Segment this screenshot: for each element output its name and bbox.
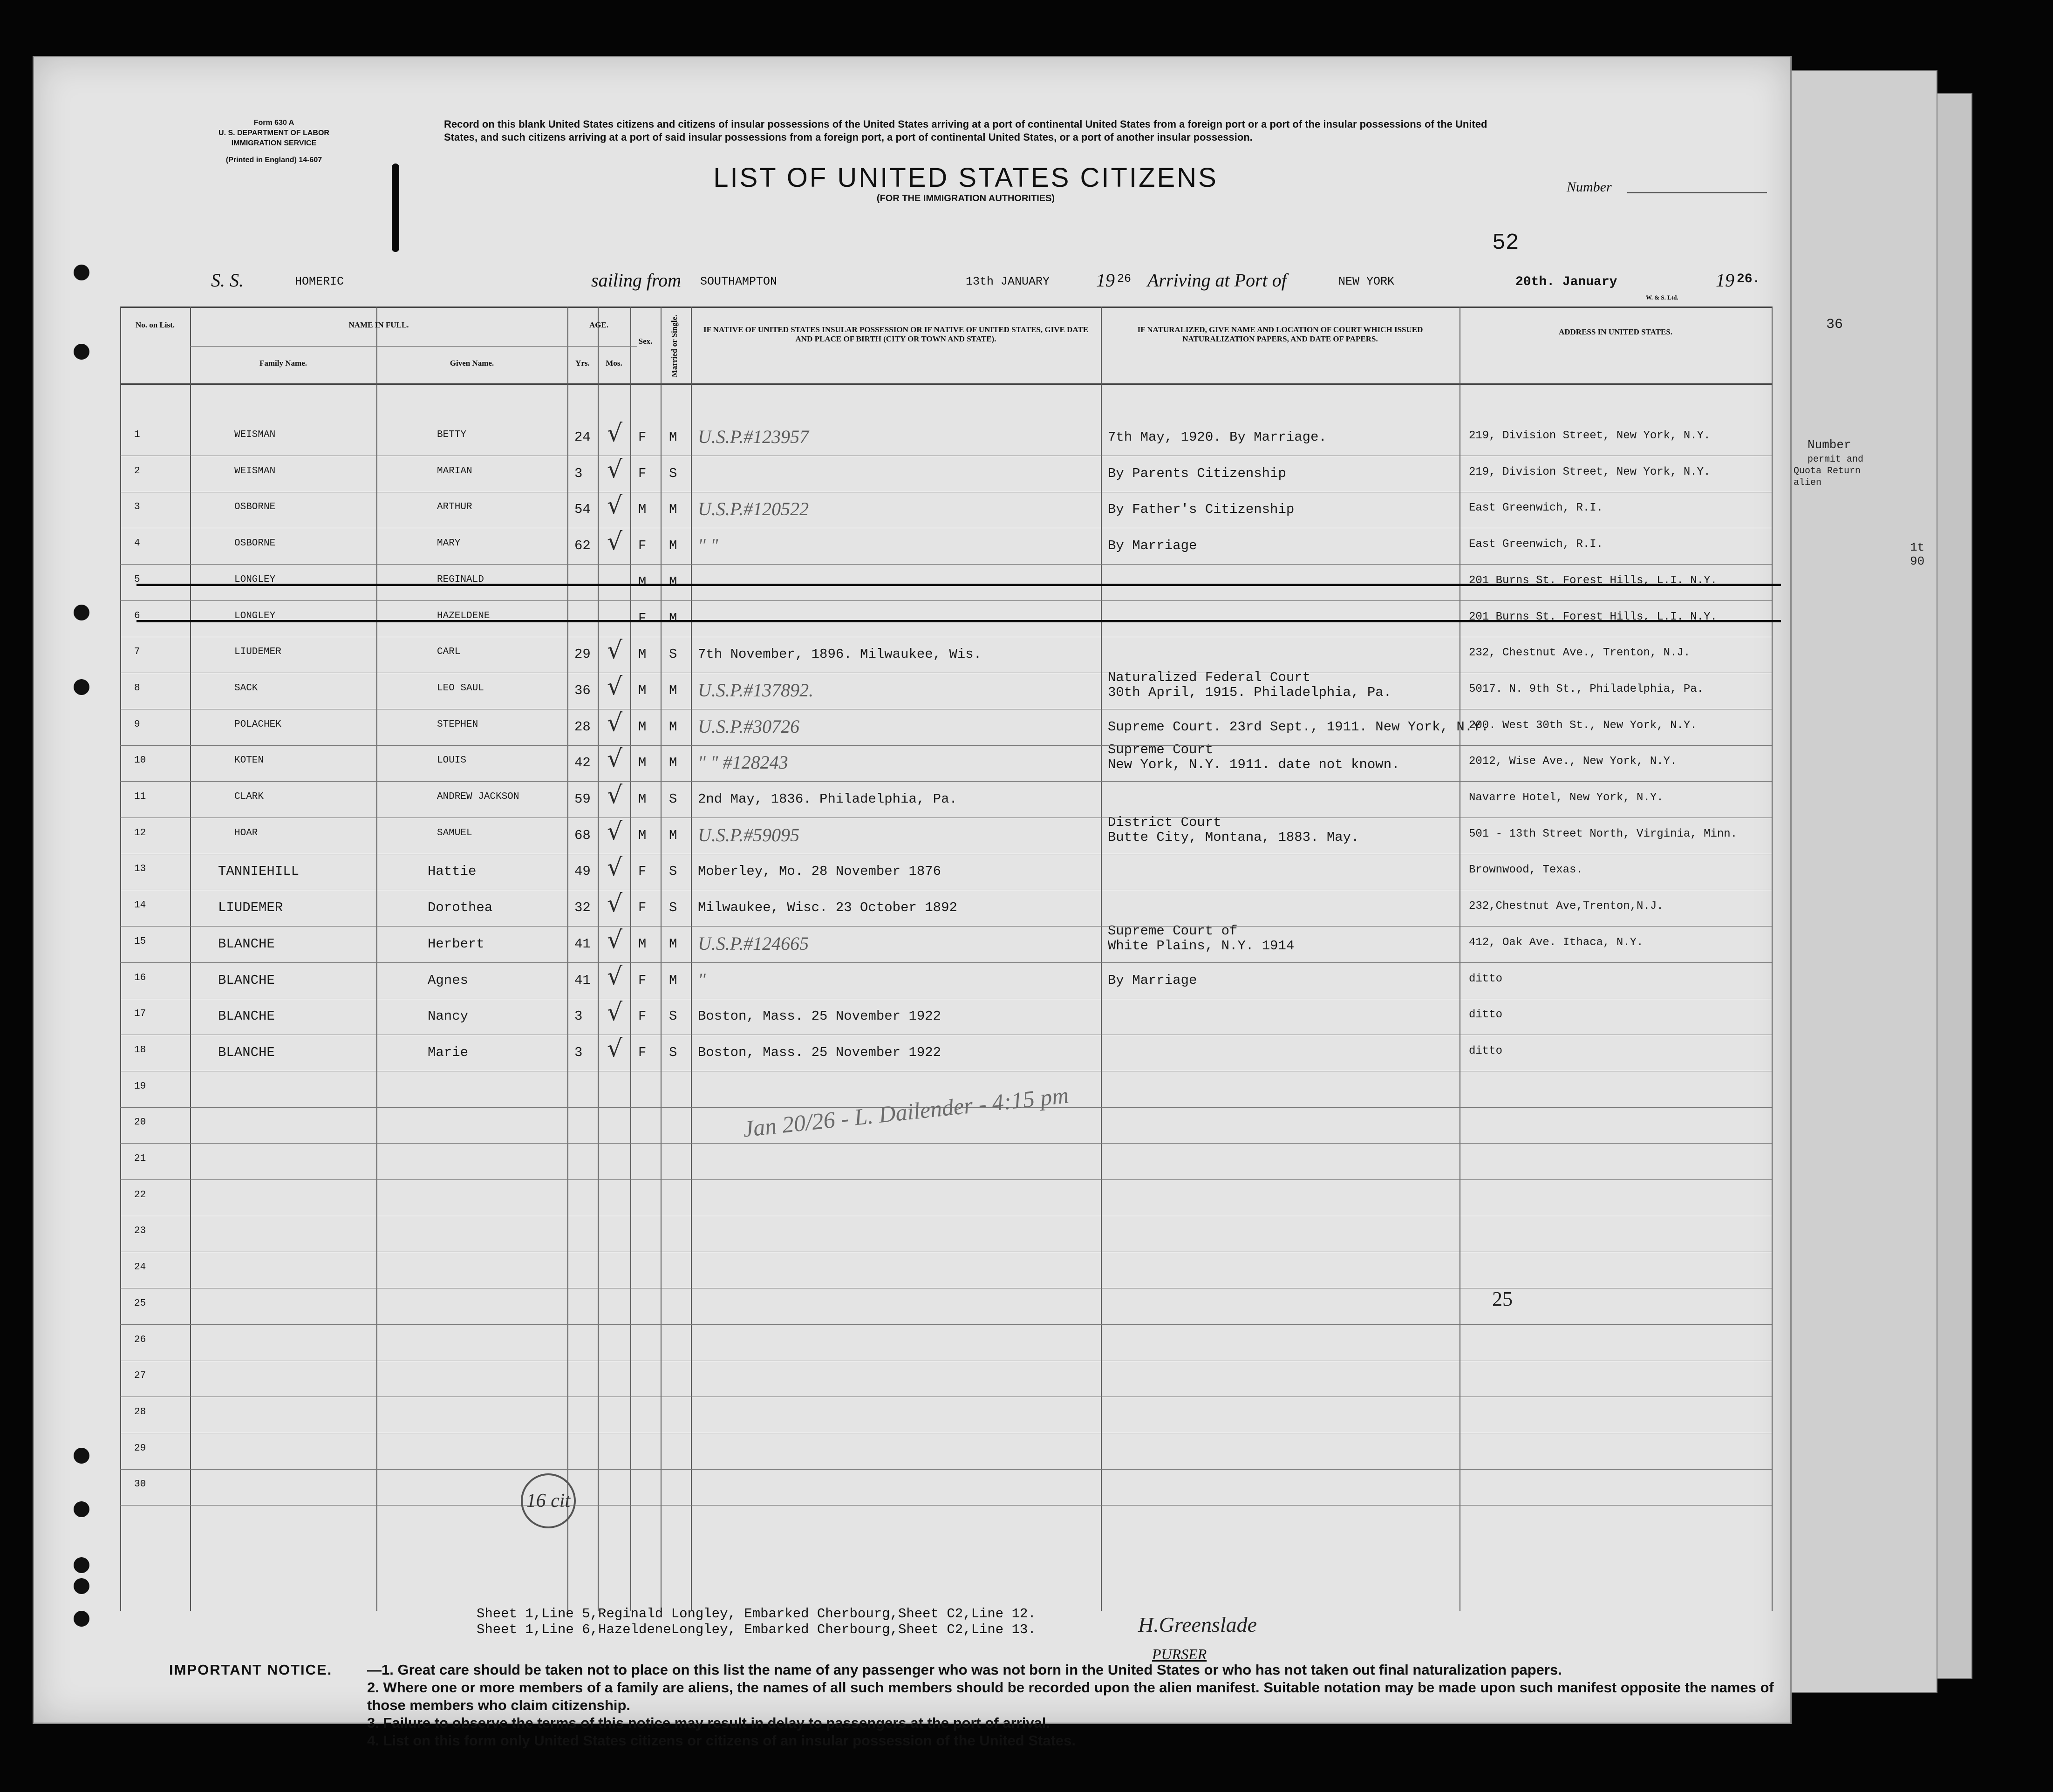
header-family-name: Family Name. xyxy=(259,359,307,368)
service: IMMIGRATION SERVICE xyxy=(231,139,317,147)
row-number: 22 xyxy=(134,1189,146,1200)
check-mark: √ xyxy=(607,817,623,845)
row-number: 12 xyxy=(134,827,146,838)
header-address: ADDRESS IN UNITED STATES. xyxy=(1558,327,1673,336)
row-number: 19 xyxy=(134,1081,146,1092)
birth-info: " xyxy=(698,969,706,990)
row-number: 21 xyxy=(134,1153,146,1164)
family-name: HOAR xyxy=(234,827,258,838)
address: East Greenwich, R.I. xyxy=(1469,502,1603,515)
family-name: LIUDEMER xyxy=(218,900,283,916)
check-mark: √ xyxy=(607,998,623,1027)
notice-item: —1. Great care should be taken not to place on this list the name of any passenger who was not born in the United States or who has not taken out final naturalization papers. xyxy=(367,1662,1562,1678)
row-number: 6 xyxy=(134,610,140,621)
row-rule xyxy=(120,745,1772,746)
arriving-label: Arriving at Port of xyxy=(1147,270,1287,291)
check-mark: √ xyxy=(607,781,623,809)
pen-mark xyxy=(392,164,399,252)
row-number: 11 xyxy=(134,791,146,802)
family-name: POLACHEK xyxy=(234,719,281,730)
row-number: 28 xyxy=(134,1406,146,1417)
marital-status: M xyxy=(669,972,677,988)
check-mark: √ xyxy=(607,528,623,556)
voyage-line xyxy=(211,269,1760,297)
marital-status: S xyxy=(669,465,677,481)
sex: F xyxy=(638,900,647,916)
given-name: Dorothea xyxy=(428,900,493,916)
given-name: HAZELDENE xyxy=(437,610,490,621)
age-years: 54 xyxy=(574,502,591,518)
marital-status: M xyxy=(669,610,677,626)
row-number: 24 xyxy=(134,1262,146,1273)
check-mark: √ xyxy=(607,853,623,882)
address: Navarre Hotel, New York, N.Y. xyxy=(1469,791,1664,804)
arrival-port: NEW YORK xyxy=(1338,275,1395,288)
marital-status: M xyxy=(669,682,677,698)
family-name: TANNIEHILL xyxy=(218,864,300,879)
address: ditto xyxy=(1469,1044,1503,1057)
row-number: 23 xyxy=(134,1226,146,1237)
row-rule xyxy=(120,600,1772,601)
check-mark: √ xyxy=(607,455,623,484)
birth-info: U.S.P.#137892. xyxy=(698,679,814,701)
printed-note: (Printed in England) 14-607 xyxy=(225,156,322,164)
manifest-table xyxy=(120,307,1772,1611)
age-years: 41 xyxy=(574,972,591,988)
marital-status: S xyxy=(669,1044,677,1060)
row-number: 29 xyxy=(134,1443,146,1454)
purser-label: PURSER xyxy=(1152,1646,1207,1663)
row-rule xyxy=(120,962,1772,963)
row-number: 3 xyxy=(134,502,140,513)
age-years: 68 xyxy=(574,827,591,843)
row-rule xyxy=(120,1179,1772,1180)
footer-note-1: Sheet 1,Line 5,Reginald Longley, Embarked Cherbourg,Sheet C2,Line 12. xyxy=(477,1606,1036,1622)
department: U. S. DEPARTMENT OF LABOR xyxy=(218,129,329,137)
header-given-name: Given Name. xyxy=(450,359,494,368)
binder-hole xyxy=(74,344,89,360)
given-name: LOUIS xyxy=(437,755,467,766)
number-label: Number xyxy=(1567,179,1612,195)
family-name: LONGLEY xyxy=(234,574,276,585)
age-years: 42 xyxy=(574,755,591,771)
footer-note-2: Sheet 1,Line 6,HazeldeneLongley, Embarked Cherbourg,Sheet C2,Line 13. xyxy=(477,1622,1036,1637)
given-name: Agnes xyxy=(428,972,469,988)
page-title: LIST OF UNITED STATES CITIZENS xyxy=(713,163,1218,193)
marital-status: S xyxy=(669,864,677,879)
page-subtitle: (FOR THE IMMIGRATION AUTHORITIES) xyxy=(876,193,1055,204)
sex: M xyxy=(638,647,647,662)
naturalization-line-2: 30th April, 1915. Philadelphia, Pa. xyxy=(1108,684,1392,700)
family-name: OSBORNE xyxy=(234,502,276,513)
address: 200. West 30th St., New York, N.Y. xyxy=(1469,719,1697,732)
sex: M xyxy=(638,682,647,698)
binder-hole xyxy=(74,1501,89,1517)
notice-list xyxy=(367,1661,1774,1750)
row-number: 15 xyxy=(134,936,146,947)
marital-status: S xyxy=(669,900,677,916)
sex: M xyxy=(638,936,647,952)
birth-info: U.S.P.#59095 xyxy=(698,824,800,845)
naturalization-line-2: White Plains, N.Y. 1914 xyxy=(1108,938,1295,954)
given-name: Marie xyxy=(428,1044,469,1060)
handwritten-note: Jan 20/26 - L. Dailender - 4:15 pm xyxy=(741,1082,1070,1142)
arrival-year: 26. xyxy=(1737,272,1760,286)
age-years: 32 xyxy=(574,900,591,916)
row-number: 18 xyxy=(134,1044,146,1056)
address: East Greenwich, R.I. xyxy=(1469,538,1603,551)
row-number: 1 xyxy=(134,429,140,440)
birth-info: Moberley, Mo. 28 November 1876 xyxy=(698,864,941,879)
birth-info: U.S.P.#123957 xyxy=(698,426,809,447)
row-number: 26 xyxy=(134,1334,146,1345)
marital-status: M xyxy=(669,429,677,445)
address: ditto xyxy=(1469,972,1503,985)
back-sheet-col2-sub3: alien xyxy=(1794,477,1822,488)
address: Brownwood, Texas. xyxy=(1469,864,1583,877)
family-name: KOTEN xyxy=(234,755,264,766)
check-mark: √ xyxy=(607,709,623,737)
address: 2012, Wise Ave., New York, N.Y. xyxy=(1469,755,1677,768)
family-name: LONGLEY xyxy=(234,610,276,621)
birth-info: U.S.P.#30726 xyxy=(698,715,800,737)
birth-info: 7th November, 1896. Milwaukee, Wis. xyxy=(698,647,982,662)
check-mark: √ xyxy=(607,926,623,954)
birth-info: Boston, Mass. 25 November 1922 xyxy=(698,1044,941,1060)
family-name: BLANCHE xyxy=(218,1008,275,1024)
row-number: 7 xyxy=(134,647,140,658)
address: 232, Chestnut Ave., Trenton, N.J. xyxy=(1469,647,1691,660)
naturalization-line-1: Supreme Court. 23rd Sept., 1911. New York, N.Y. xyxy=(1108,719,1489,735)
birth-info: U.S.P.#124665 xyxy=(698,933,809,954)
row-number: 4 xyxy=(134,538,140,549)
manifest-sheet xyxy=(33,56,1792,1749)
family-name: SACK xyxy=(234,682,258,694)
naturalization-line-1: Supreme Court of xyxy=(1108,923,1238,939)
row-number: 17 xyxy=(134,1008,146,1020)
check-mark: √ xyxy=(607,491,623,520)
row-number: 2 xyxy=(134,465,140,477)
row-number: 13 xyxy=(134,864,146,875)
check-mark: √ xyxy=(607,1034,623,1063)
row-rule xyxy=(120,1505,1772,1506)
marital-status: M xyxy=(669,719,677,735)
sex: F xyxy=(638,538,647,554)
form-intro: Record on this blank United States citizens and citizens of insular possessions of the United States arriving at a port of continental United States from a foreign port or a port of the insular possessions of the United States, and such citizens arriving at a port of said insular possessions from a foreign port, a port of continental United States, or a port of another insular possession. xyxy=(444,118,1487,143)
purser-signature: H.Greenslade xyxy=(1138,1613,1257,1636)
header-naturalized: IF NATURALIZED, GIVE NAME AND LOCATION OF COURT WHICH ISSUED NATURALIZATION PAPERS, AND DATE OF PAPERS. xyxy=(1137,325,1423,343)
address: ditto xyxy=(1469,1008,1503,1022)
binder-hole xyxy=(74,265,89,280)
row-number: 30 xyxy=(134,1479,146,1490)
check-mark: √ xyxy=(607,962,623,990)
sex: M xyxy=(638,827,647,843)
given-name: BETTY xyxy=(437,429,467,440)
family-name: BLANCHE xyxy=(218,972,275,988)
row-number: 8 xyxy=(134,682,140,694)
ship-name: HOMERIC xyxy=(295,275,344,288)
naturalization-line-2: New York, N.Y. 1911. date not known. xyxy=(1108,757,1400,773)
stamp-number: 25 xyxy=(1492,1288,1513,1310)
birth-info: " " #128243 xyxy=(698,752,788,773)
sex: M xyxy=(638,791,647,807)
birth-info: Boston, Mass. 25 November 1922 xyxy=(698,1008,941,1024)
row-rule xyxy=(120,1143,1772,1144)
age-years: 3 xyxy=(574,465,583,481)
row-number: 25 xyxy=(134,1298,146,1309)
row-number: 27 xyxy=(134,1370,146,1382)
age-years: 59 xyxy=(574,791,591,807)
check-mark: √ xyxy=(607,745,623,773)
birth-info: " " xyxy=(698,535,718,556)
address: 219, Division Street, New York, N.Y. xyxy=(1469,465,1711,478)
sex: F xyxy=(638,1044,647,1060)
header-no: No. on List. xyxy=(135,320,175,329)
sex: F xyxy=(638,864,647,879)
age-years: 24 xyxy=(574,429,591,445)
check-mark: √ xyxy=(607,419,623,447)
sex: F xyxy=(638,610,647,626)
row-number: 5 xyxy=(134,574,140,585)
naturalization-line-1: Naturalized Federal Court xyxy=(1108,669,1311,685)
check-mark: √ xyxy=(607,672,623,701)
address: 219, Division Street, New York, N.Y. xyxy=(1469,429,1711,442)
marital-status: S xyxy=(669,791,677,807)
footer-notes xyxy=(477,1606,1036,1638)
strike-through-line xyxy=(136,584,1781,586)
row-number: 9 xyxy=(134,719,140,730)
age-years: 36 xyxy=(574,682,591,698)
given-name: LEO SAUL xyxy=(437,682,484,694)
naturalization-line-1: By Father's Citizenship xyxy=(1108,502,1295,518)
row-number: 14 xyxy=(134,900,146,911)
sex: F xyxy=(638,972,647,988)
header-sex: Sex. xyxy=(638,337,653,346)
sailing-label: sailing from xyxy=(591,270,681,291)
family-name: LIUDEMER xyxy=(234,647,281,658)
marital-status: M xyxy=(669,502,677,518)
marital-status: M xyxy=(669,574,677,590)
family-name: CLARK xyxy=(234,791,264,802)
sex: F xyxy=(638,465,647,481)
notice-item: 4. List on this form only United States citizens or citizens of an insular possession of the United States. xyxy=(367,1732,1076,1749)
strike-through-line xyxy=(136,620,1781,622)
naturalization-line-1: District Court xyxy=(1108,814,1221,830)
given-name: ANDREW JACKSON xyxy=(437,791,519,802)
row-rule xyxy=(120,926,1772,927)
arrival-date: 20th. January xyxy=(1515,275,1617,289)
address: 412, Oak Ave. Ithaca, N.Y. xyxy=(1469,936,1644,949)
row-number: 16 xyxy=(134,972,146,983)
header-birth: IF NATIVE OF UNITED STATES INSULAR POSSESSION OR IF NATIVE OF UNITED STATES, GIVE DATE AND PLACE OF BIRTH (CITY OR TOWN AND STATE). xyxy=(703,325,1089,343)
arrival-year-prefix: 19 xyxy=(1716,270,1734,291)
address: 201 Burns St. Forest Hills, L.I. N.Y. xyxy=(1469,574,1717,587)
address: 201 Burns St. Forest Hills, L.I. N.Y. xyxy=(1469,610,1717,623)
notice-item: 2. Where one or more members of a family are aliens, the names of all such members should be recorded upon the alien manifest. Suitable notation may be made upon such manifest opposite the names of those members who claim citizenship. xyxy=(367,1679,1774,1713)
given-name: Hattie xyxy=(428,864,477,879)
marital-status: M xyxy=(669,538,677,554)
sex: M xyxy=(638,719,647,735)
number-line xyxy=(1627,192,1767,193)
marital-status: S xyxy=(669,1008,677,1024)
header-marital: Married or Single. xyxy=(670,314,679,378)
binder-hole xyxy=(74,605,89,620)
row-number: 10 xyxy=(134,755,146,766)
binder-hole xyxy=(74,1557,89,1573)
sex: F xyxy=(638,1008,647,1024)
row-number: 20 xyxy=(134,1117,146,1128)
sex: F xyxy=(638,429,647,445)
row-rule xyxy=(120,1324,1772,1325)
given-name: REGINALD xyxy=(437,574,484,585)
naturalization-line-2: Butte City, Montana, 1883. May. xyxy=(1108,829,1359,845)
sex: M xyxy=(638,574,647,590)
family-name: BLANCHE xyxy=(218,1044,275,1060)
sail-year-prefix: 19 xyxy=(1096,270,1115,291)
form-number: Form 630 A xyxy=(253,119,294,127)
binder-hole xyxy=(74,1578,89,1594)
age-years: 41 xyxy=(574,936,591,952)
given-name: MARY xyxy=(437,538,461,549)
sex: M xyxy=(638,502,647,518)
printer-mark: W. & S. Ltd. xyxy=(1646,294,1678,301)
binder-hole xyxy=(74,1611,89,1627)
age-years: 3 xyxy=(574,1008,583,1024)
age-years: 3 xyxy=(574,1044,583,1060)
age-years: 62 xyxy=(574,538,591,554)
naturalization-line-1: Supreme Court xyxy=(1108,742,1214,758)
given-name: Herbert xyxy=(428,936,484,952)
sheet-number: 52 xyxy=(1492,231,1519,256)
binder-hole xyxy=(74,679,89,695)
family-name: OSBORNE xyxy=(234,538,276,549)
header-mos: Mos. xyxy=(606,359,622,368)
ss-label: S. S. xyxy=(211,270,244,291)
age-years: 49 xyxy=(574,864,591,879)
given-name: SAMUEL xyxy=(437,827,472,838)
address: 5017. N. 9th St., Philadelphia, Pa. xyxy=(1469,682,1704,695)
binder-hole xyxy=(74,1448,89,1464)
back-sheet-col2-sub2: Quota Return xyxy=(1794,466,1861,477)
marital-status: S xyxy=(669,647,677,662)
row-rule xyxy=(120,1469,1772,1470)
row-rule xyxy=(120,564,1772,565)
given-name: ARTHUR xyxy=(437,502,472,513)
given-name: CARL xyxy=(437,647,461,658)
check-mark: √ xyxy=(607,636,623,665)
naturalization-line-1: By Marriage xyxy=(1108,972,1197,988)
back-sheet-col2: Number xyxy=(1807,438,1851,452)
address: 501 - 13th Street North, Virginia, Minn. xyxy=(1469,827,1738,840)
row-rule xyxy=(120,781,1772,782)
from-port: SOUTHAMPTON xyxy=(700,275,778,288)
header-age: AGE. xyxy=(589,320,609,329)
marital-status: M xyxy=(669,827,677,843)
sex: M xyxy=(638,755,647,771)
birth-info: U.S.P.#120522 xyxy=(698,498,809,520)
family-name: WEISMAN xyxy=(234,465,276,477)
marital-status: M xyxy=(669,936,677,952)
marital-status: M xyxy=(669,755,677,771)
family-name: WEISMAN xyxy=(234,429,276,440)
address: 232,Chestnut Ave,Trenton,N.J. xyxy=(1469,900,1664,913)
sail-date: 13th JANUARY xyxy=(966,275,1050,288)
naturalization-line-1: By Parents Citizenship xyxy=(1108,465,1286,481)
notice-lead: IMPORTANT NOTICE. xyxy=(169,1662,333,1678)
circled-note: 16 cit xyxy=(521,1473,576,1528)
form-header xyxy=(164,118,383,165)
given-name: Nancy xyxy=(428,1008,469,1024)
notice-item: 3. Failure to observe the terms of this notice may result in delay to passengers at the port of arrival. xyxy=(367,1715,1050,1731)
header-yrs: Yrs. xyxy=(575,359,590,368)
check-mark: √ xyxy=(607,890,623,918)
given-name: MARIAN xyxy=(437,465,472,477)
back-sheet-side: 1t 90 xyxy=(1910,540,1925,568)
birth-info: Milwaukee, Wisc. 23 October 1892 xyxy=(698,900,957,916)
birth-info: 2nd May, 1836. Philadelphia, Pa. xyxy=(698,791,957,807)
age-years: 28 xyxy=(574,719,591,735)
back-sheet-number: 36 xyxy=(1826,317,1843,333)
back-sheet-col2-sub: permit and xyxy=(1807,454,1864,465)
naturalization-line-1: By Marriage xyxy=(1108,538,1197,554)
naturalization-line-1: 7th May, 1920. By Marriage. xyxy=(1108,429,1327,445)
family-name: BLANCHE xyxy=(218,936,275,952)
sail-year: 26 xyxy=(1117,272,1132,286)
age-years: 29 xyxy=(574,647,591,662)
header-name-in-full: NAME IN FULL. xyxy=(348,320,409,329)
given-name: STEPHEN xyxy=(437,719,478,730)
